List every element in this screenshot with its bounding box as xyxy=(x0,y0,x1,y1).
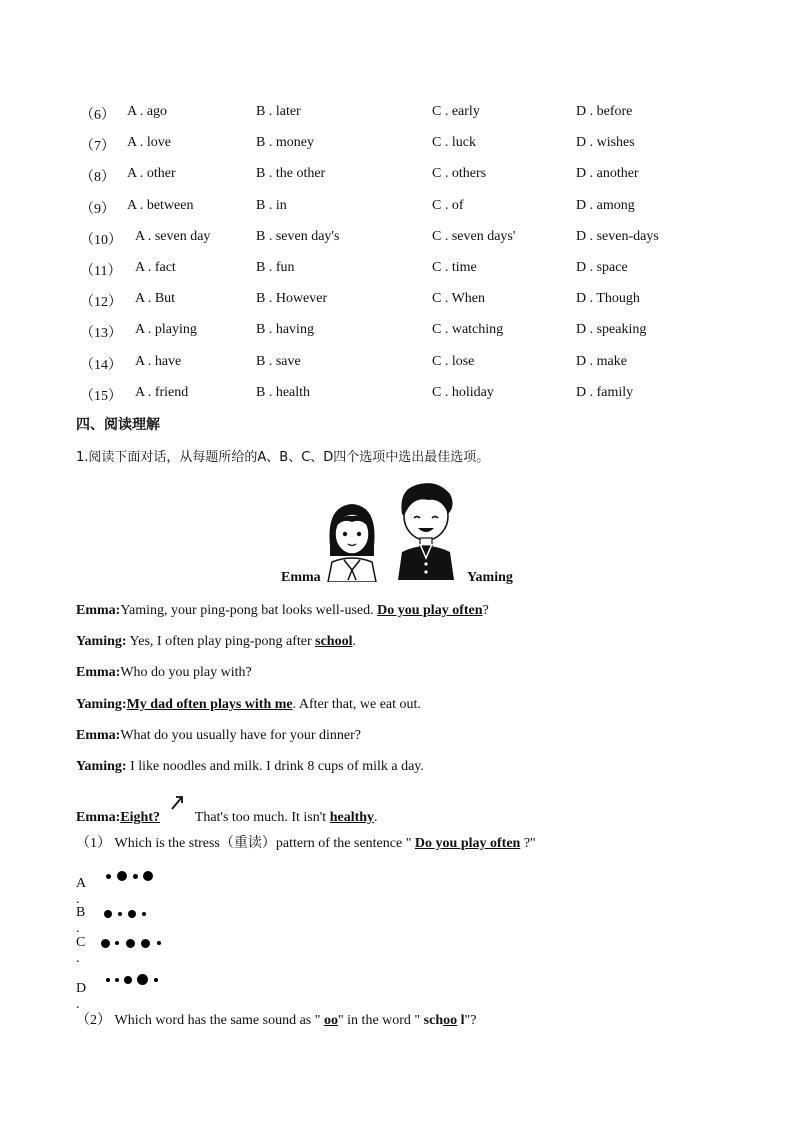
question-1: （1） Which is the stress（重读）pattern of the sentence " Do you play often ?" xyxy=(76,836,536,851)
question-number: （6） xyxy=(80,108,115,123)
big-dot xyxy=(117,871,127,881)
question-number: （15） xyxy=(80,389,122,404)
option-b[interactable]: B . seven day's xyxy=(256,229,340,244)
big-dot xyxy=(143,871,153,881)
option-d[interactable]: D . seven-days xyxy=(576,229,659,244)
option-c[interactable]: C . holiday xyxy=(432,385,494,400)
option-d[interactable]: D . make xyxy=(576,354,627,369)
big-dot xyxy=(104,910,112,918)
option-b[interactable]: B . health xyxy=(256,385,311,400)
question-option-row xyxy=(0,198,794,218)
option-a[interactable]: A . fact xyxy=(135,260,176,275)
option-a[interactable]: A . love xyxy=(127,135,171,150)
question-option-row xyxy=(0,166,794,186)
dialogue-line-7: Emma:Eight? That's too much. It isn't healthy. xyxy=(76,801,378,826)
option-a[interactable]: A . seven day xyxy=(135,229,211,244)
question-number: （11） xyxy=(80,264,122,279)
small-dot xyxy=(157,941,161,945)
big-dot xyxy=(101,939,110,948)
rising-intonation-icon xyxy=(164,793,192,813)
option-c[interactable]: C . seven days' xyxy=(432,229,516,244)
big-dot xyxy=(124,976,132,984)
small-dot xyxy=(154,978,158,982)
question-option-row xyxy=(0,229,794,249)
girl-illustration xyxy=(322,496,382,582)
dialogue-line-5: Emma:What do you usually have for your dinner? xyxy=(76,728,361,743)
small-dot xyxy=(133,874,138,879)
question-option-row xyxy=(0,291,794,311)
option-b[interactable]: B . later xyxy=(256,104,301,119)
option-a[interactable]: A . ago xyxy=(127,104,168,119)
big-dot xyxy=(126,939,135,948)
option-b[interactable]: B . having xyxy=(256,322,314,337)
question-number: （14） xyxy=(80,358,122,373)
question-option-row xyxy=(0,135,794,155)
question-option-row xyxy=(0,104,794,124)
dialogue-line-1: Emma:Yaming, your ping-pong bat looks well-used. Do you play often? xyxy=(76,603,489,618)
question-number: （10） xyxy=(80,233,122,248)
option-c[interactable]: C . lose xyxy=(432,354,475,369)
option-d[interactable]: D . wishes xyxy=(576,135,635,150)
option-c[interactable]: C . others xyxy=(432,166,487,181)
small-dot xyxy=(115,941,119,945)
question-2: （2） Which word has the same sound as " oo" in the word " schoo l"? xyxy=(76,1013,477,1028)
question-number: （8） xyxy=(80,170,115,185)
question-number: （7） xyxy=(80,139,115,154)
option-b[interactable]: B . money xyxy=(256,135,314,150)
option-d[interactable]: D . speaking xyxy=(576,322,647,337)
option-a[interactable]: A . But xyxy=(135,291,176,306)
option-a[interactable]: A . have xyxy=(135,354,182,369)
question-option-row xyxy=(0,385,794,405)
option-d[interactable]: D . space xyxy=(576,260,628,275)
option-b[interactable]: B . save xyxy=(256,354,301,369)
option-d[interactable]: D . another xyxy=(576,166,639,181)
section-title: 四、阅读理解 xyxy=(76,417,160,433)
yaming-label: Yaming xyxy=(467,570,513,585)
big-dot xyxy=(137,974,148,985)
question-number: （12） xyxy=(80,295,122,310)
option-a[interactable]: A . playing xyxy=(135,322,197,337)
small-dot xyxy=(106,978,110,982)
option-c[interactable]: C . When xyxy=(432,291,486,306)
option-d[interactable]: D . family xyxy=(576,385,634,400)
big-dot xyxy=(141,939,150,948)
instruction: 1.阅读下面对话，从每题所给的A、B、C、D四个选项中选出最佳选项。 xyxy=(76,450,490,465)
option-b[interactable]: B . However xyxy=(256,291,328,306)
small-dot xyxy=(118,912,122,916)
dialogue-line-4: Yaming:My dad often plays with me. After that, we eat out. xyxy=(76,697,421,712)
option-d[interactable]: D . Though xyxy=(576,291,640,306)
question-number: （9） xyxy=(80,202,115,217)
option-c[interactable]: C . luck xyxy=(432,135,476,150)
question-option-row xyxy=(0,354,794,374)
dialogue-line-6: Yaming: I like noodles and milk. I drink 8 cups of milk a day. xyxy=(76,759,424,774)
small-dot xyxy=(115,978,119,982)
option-c[interactable]: C . watching xyxy=(432,322,504,337)
option-c[interactable]: C . early xyxy=(432,104,480,119)
boy-illustration xyxy=(392,480,462,580)
option-a[interactable]: A . between xyxy=(127,198,194,213)
option-b[interactable]: B . fun xyxy=(256,260,295,275)
option-b[interactable]: B . in xyxy=(256,198,287,213)
question-option-row xyxy=(0,322,794,342)
option-c[interactable]: C . time xyxy=(432,260,477,275)
question-option-row xyxy=(0,260,794,280)
question-number: （13） xyxy=(80,326,122,341)
option-d[interactable]: D . among xyxy=(576,198,635,213)
dialogue-line-3: Emma:Who do you play with? xyxy=(76,665,252,680)
option-c[interactable]: C . of xyxy=(432,198,464,213)
small-dot xyxy=(142,912,146,916)
option-d[interactable]: D . before xyxy=(576,104,633,119)
dialogue-line-2: Yaming: Yes, I often play ping-pong after school. xyxy=(76,634,356,649)
option-a[interactable]: A . other xyxy=(127,166,176,181)
big-dot xyxy=(128,910,136,918)
option-a[interactable]: A . friend xyxy=(135,385,189,400)
small-dot xyxy=(106,874,111,879)
option-b[interactable]: B . the other xyxy=(256,166,326,181)
emma-label: Emma xyxy=(281,570,321,585)
